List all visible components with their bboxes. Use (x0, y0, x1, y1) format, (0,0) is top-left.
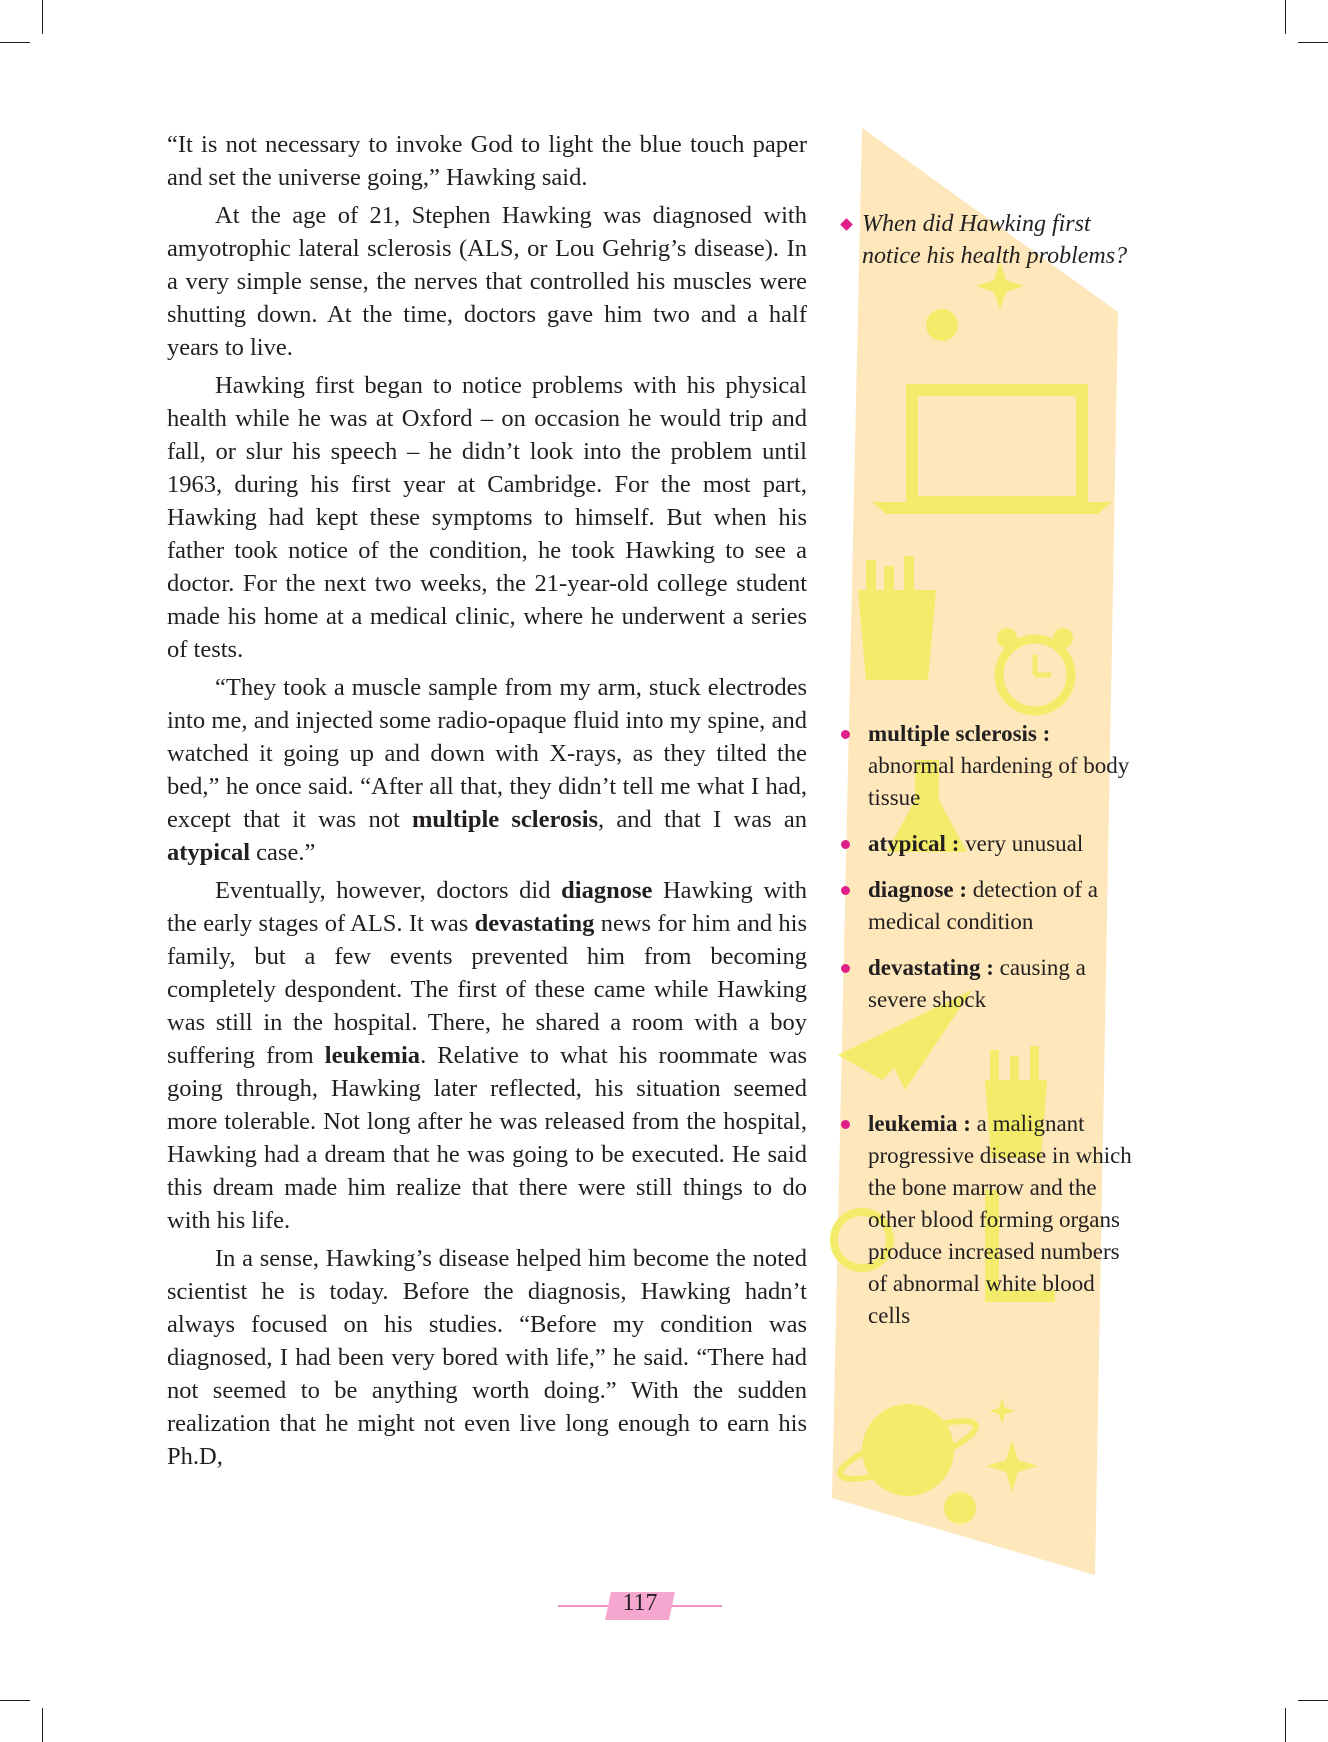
bullet-dot-icon (841, 1120, 850, 1129)
paragraph-6: In a sense, Hawking’s disease helped him become the noted scientist he is today. Before the diagnosis, Hawking hadn’t always focused on his studies. “Before my condition was diagnosed, I had been very bored with life,” he said. “There had not seemed to be anything worth doing.” With the sudden realization that he might not even live long enough to earn his Ph.D, (167, 1245, 807, 1470)
paragraph-2: At the age of 21, Stephen Hawking was diagnosed with amyotrophic lateral sclerosis (ALS, or Lou Gehrig’s disease). In a very simple sense, the nerves that controlled his muscles were shutting down. At the time, doctors gave him two and a half years to live. (167, 202, 807, 361)
text-run: news for him and his family, but a few events prevented him from becoming completely despondent. The first of these came while Hawking was still in the hospital. There, he shared a room with a boy suffering from (167, 910, 807, 1069)
glossary-definition: abnormal hardening of body tissue (868, 753, 1130, 810)
page-number-rule-left (558, 1605, 608, 1607)
glossary-item (838, 952, 1138, 1016)
bullet-dot-icon (841, 964, 850, 973)
text-run: Eventually, however, doctors did (215, 877, 562, 904)
question-text: When did Hawking first notice his health problems? (862, 211, 1128, 269)
paragraph-4 (167, 671, 807, 869)
glossary-term: multiple sclerosis : (868, 721, 1051, 746)
keyword-leukemia: leukemia (324, 1042, 421, 1069)
glossary-term: devastating : (868, 955, 994, 980)
paragraph-5 (167, 874, 807, 1237)
keyword-diagnose: diagnose (561, 877, 653, 904)
text-run: . Relative to what his roommate was going through, Hawking later reflected, his situation seemed more tolerable. Not long after he was released from the hospital, Hawking had a dream that he was going to be executed. He said this dream made him realize that there were still things to do with his life. (167, 1042, 807, 1234)
text-run: “They took a muscle sample from my arm, stuck electrodes into me, and injected some radio-opaque fluid into my spine, and watched it going up and down with X-rays, as they tilted the bed,” he once said. “After all that, they didn’t tell me what I had, except that it was not (167, 674, 807, 833)
glossary-definition: a malignant progressive disease in which the bone marrow and the other blood forming organs produce increased numbers of abnormal white blood cells (868, 1111, 1132, 1328)
paragraph-1: “It is not necessary to invoke God to light the blue touch paper and set the universe going,” Hawking said. (167, 131, 807, 191)
keyword-multiple-sclerosis: multiple sclerosis (412, 806, 599, 833)
keyword-devastating: devastating (474, 910, 595, 937)
sidebar-question (838, 208, 1128, 272)
text-run: case.” (250, 839, 316, 866)
text-run: Hawking with the early stages of ALS. It was (167, 877, 807, 937)
glossary-item (838, 1108, 1138, 1332)
keyword-atypical: atypical (167, 839, 251, 866)
paragraph-3: Hawking first began to notice problems with his physical health while he was at Oxford – on occasion he would trip and fall, or slur his speech – he didn’t look into the problem until 1963, during his first year at Cambridge. For the most part, Hawking had kept these symptoms to himself. But when his father took notice of the condition, he took Hawking to see a doctor. For the next two weeks, the 21-year-old college student made his home at a medical clinic, where he underwent a series of tests. (167, 372, 807, 663)
page-number-rule-right (672, 1605, 722, 1607)
bullet-dot-icon (841, 886, 850, 895)
glossary-definition: detection of a medical condition (868, 877, 1098, 934)
glossary-term: atypical : (868, 831, 960, 856)
glossary-term: diagnose : (868, 877, 968, 902)
page-number-badge (558, 1588, 722, 1624)
page-number: 117 (622, 1590, 658, 1616)
glossary-item (838, 874, 1138, 938)
glossary-term: leukemia : (868, 1111, 971, 1136)
article-body (167, 128, 807, 1478)
bullet-dot-icon (841, 730, 850, 739)
glossary-definition: causing a severe shock (868, 955, 1086, 1012)
glossary-item (838, 718, 1138, 814)
glossary-item (838, 828, 1138, 860)
glossary-group-2 (838, 1108, 1138, 1346)
text-run: , and that I was an (598, 806, 807, 833)
bullet-dot-icon (841, 840, 850, 849)
glossary-definition: very unusual (965, 831, 1084, 856)
glossary-group-1 (838, 718, 1138, 1030)
